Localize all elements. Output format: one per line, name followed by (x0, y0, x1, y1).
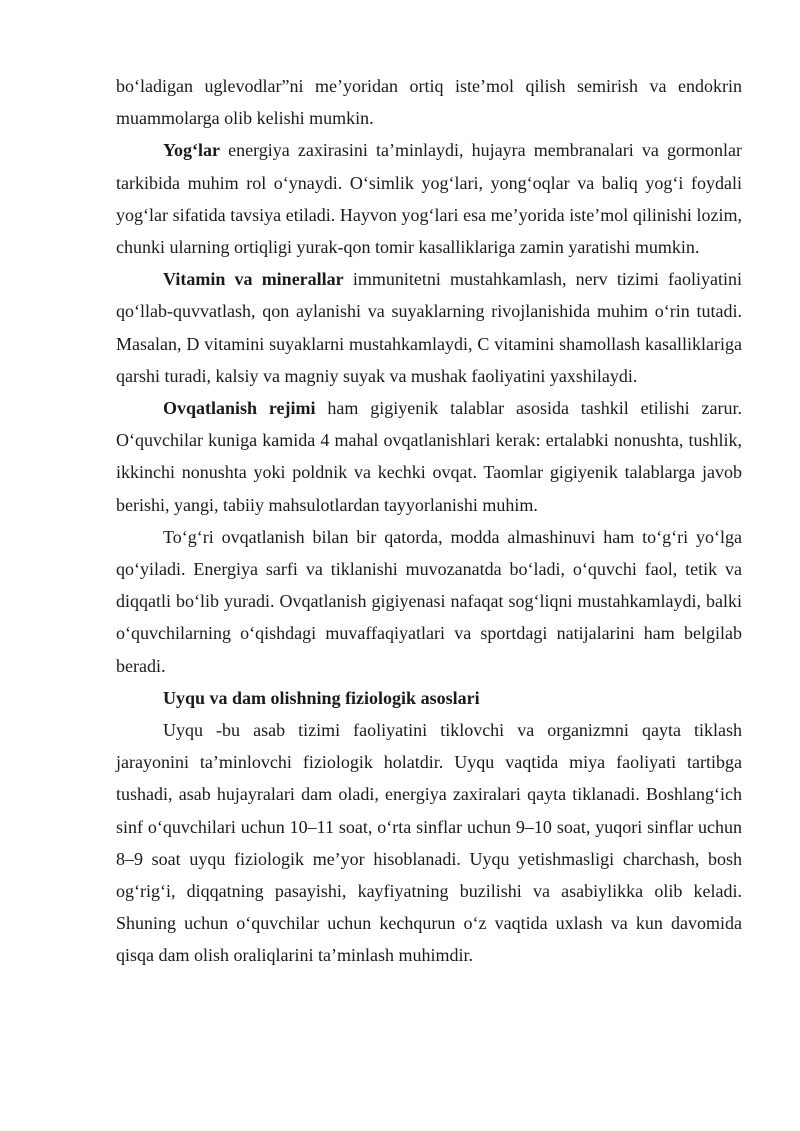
paragraph-carbohydrates-end (116, 70, 742, 134)
paragraph-vitamins (116, 263, 742, 392)
term-diet-regime: Ovqatlanish rejimi (163, 398, 316, 419)
term-fats: Yog‘lar (163, 140, 220, 161)
paragraph-metabolism (116, 521, 742, 682)
paragraph-text: Uyqu -bu asab tizimi faoliyatini tiklovchi va organizmni qayta tiklash jarayonini ta’minlovchi fiziologik holatdir. Uyqu vaqtida miya faoliyati tartibga tushadi, asab hujayralari dam oladi, energiya zaxiralari qayta tiklanadi. Boshlang‘ich sinf o‘quvchilari uchun 10–11 soat, o‘rta sinflar uchun 9–10 soat, yuqori sinflar uchun 8–9 soat uyqu fiziologik me’yor hisoblanadi. Uyqu yetishmasligi charchash, bosh og‘rig‘i, diqqatning pasayishi, kayfiyatning buzilishi va asabiylikka olib keladi. Shuning uchun o‘quvchilar uchun kechqurun o‘z vaqtida uxlash va kun davomida qisqa dam olish oraliqlarini ta’minlash muhimdir. (116, 720, 742, 966)
paragraph-text: energiya zaxirasini ta’minlaydi, hujayra membranalari va gormonlar tarkibida muhim rol o‘ynaydi. O‘simlik yog‘lari, yong‘oqlar va baliq yog‘i foydali yog‘lar sifatida tavsiya etiladi. Hayvon yog‘lari esa me’yorida iste’mol qilinishi lozim, chunki ularning ortiqligi yurak-qon tomir kasalliklariga zamin yaratishi mumkin. (116, 140, 742, 258)
paragraph-sleep (116, 714, 742, 972)
section-heading: Uyqu va dam olishning fiziologik asoslari (163, 687, 480, 708)
term-vitamins: Vitamin va minerallar (163, 269, 344, 290)
paragraph-text: To‘g‘ri ovqatlanish bilan bir qatorda, modda almashinuvi ham to‘g‘ri yo‘lga qo‘yiladi. Energiya sarfi va tiklanishi muvozanatda bo‘ladi, o‘quvchi faol, tetik va diqqatli bo‘lib yuradi. Ovqatlanish gigiyenasi nafaqat sog‘liqni mustahkamlaydi, balki o‘quvchilarning o‘qishdagi muvaffaqiyatlari va sportdagi natijalarini ham belgilab beradi. (116, 526, 742, 676)
paragraph-text: ham gigiyenik talablar asosida tashkil etilishi zarur. O‘quvchilar kuniga kamida 4 mahal ovqatlanishlari kerak: ertalabki nonushta, tushlik, ikkinchi nonushta yoki poldnik va kechki ovqat. Taomlar gigiyenik talablarga javob berishi, yangi, tabiiy mahsulotlardan tayyorlanishi muhim. (116, 398, 742, 515)
paragraph-text: bo‘ladigan uglevodlar”ni me’yoridan ortiq iste’mol qilish semirish va endokrin muammolarga olib kelishi mumkin. (116, 76, 742, 129)
paragraph-text: immunitetni mustahkamlash, nerv tizimi faoliyatini qo‘llab-quvvatlash, qon aylanishi va suyaklarning rivojlanishida muhim o‘rin tutadi. Masalan, D vitamini suyaklarni mustahkamlaydi, C vitamini shamollash kasalliklariga qarshi turadi, kalsiy va magniy suyak va mushak faoliyatini yaxshilaydi. (116, 269, 742, 386)
paragraph-diet-regime (116, 392, 742, 521)
document-page (116, 70, 742, 972)
paragraph-fats (116, 134, 742, 263)
